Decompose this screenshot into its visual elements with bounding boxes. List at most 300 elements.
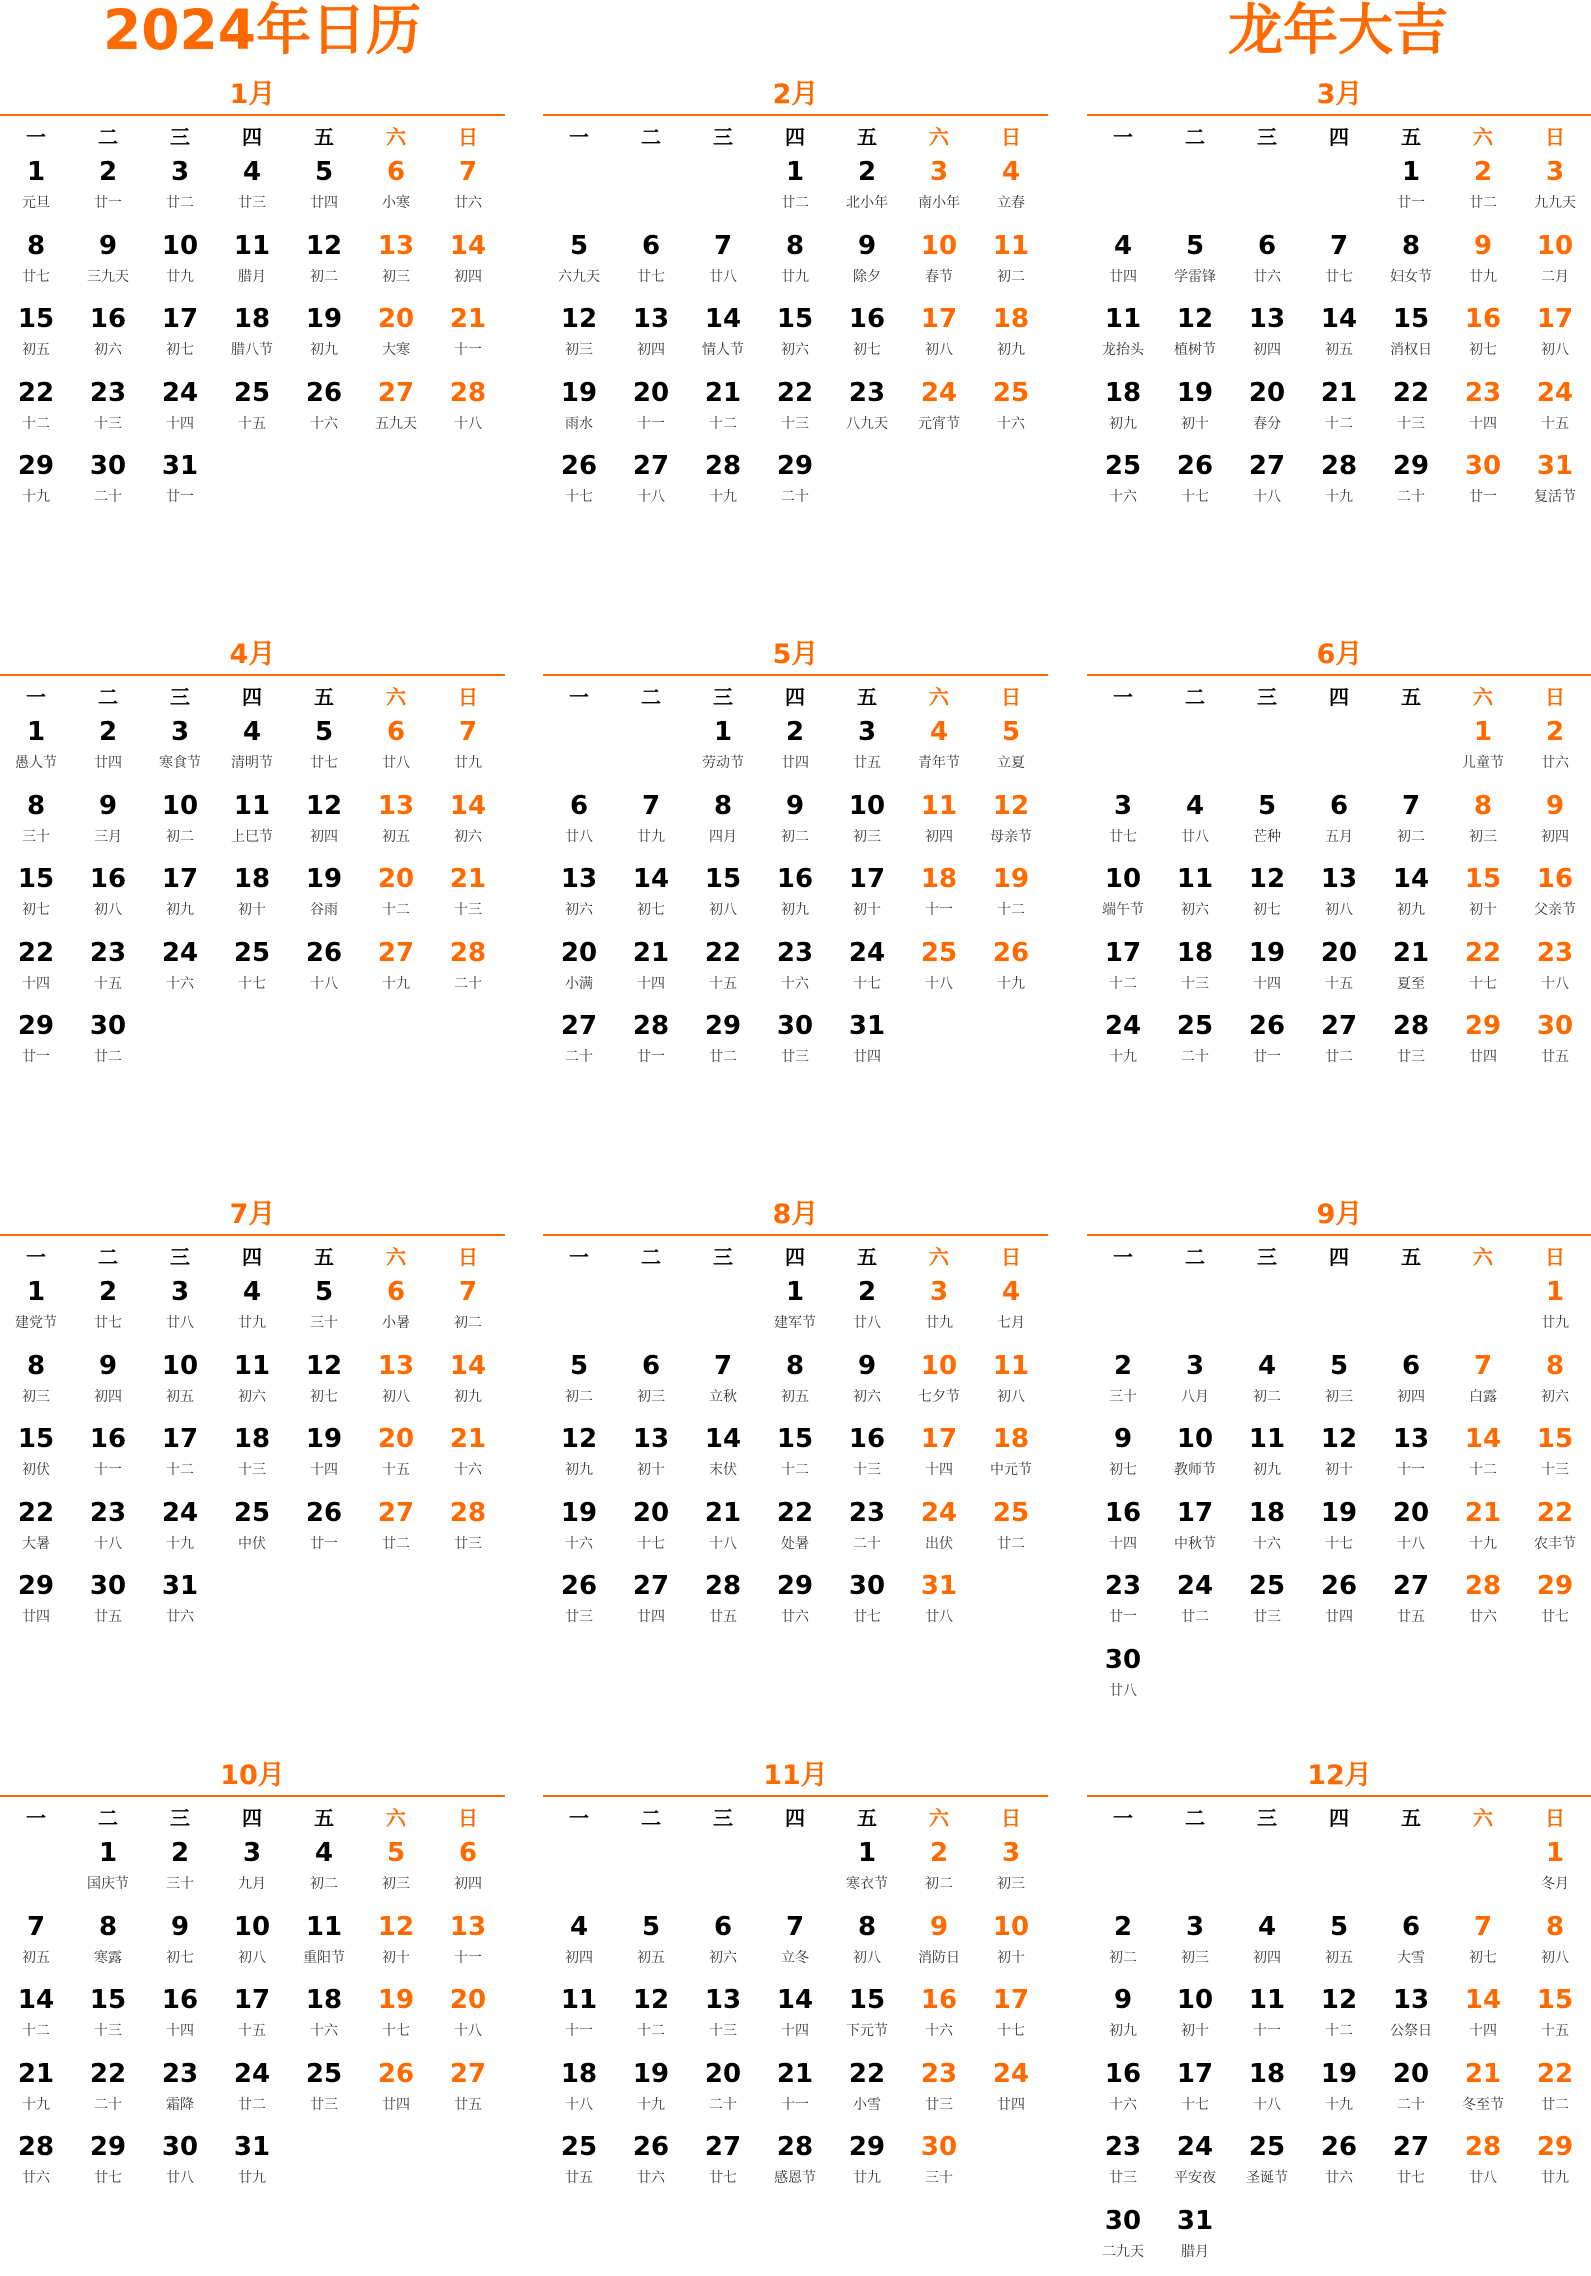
day-cell (759, 1495, 831, 1569)
day-number: 26 (288, 1495, 360, 1531)
weekday-label: 四 (216, 681, 288, 710)
day-number: 13 (615, 301, 687, 337)
day-number: 11 (975, 228, 1047, 264)
day-cell (360, 2056, 432, 2130)
day-cell (1231, 1008, 1303, 1082)
day-cell (1303, 2129, 1375, 2203)
weekday-label: 三 (144, 681, 216, 710)
day-number: 7 (432, 1274, 504, 1310)
day-grid (1087, 714, 1591, 1082)
lunar-date: 初五 (360, 827, 432, 847)
weekday-label: 三 (687, 121, 759, 150)
lunar-date: 廿四 (288, 193, 360, 213)
day-cell (759, 788, 831, 862)
day-number: 24 (903, 375, 975, 411)
day-number: 4 (1231, 1348, 1303, 1384)
day-cell (144, 788, 216, 862)
day-cell (0, 1008, 72, 1082)
day-number: 5 (615, 1909, 687, 1945)
lunar-date: 十七 (615, 1534, 687, 1554)
day-cell (1159, 1982, 1231, 2056)
lunar-date: 初三 (831, 827, 903, 847)
lunar-date: 十三 (432, 900, 504, 920)
day-number: 6 (1303, 788, 1375, 824)
day-cell (1519, 1835, 1591, 1909)
lunar-date: 大暑 (0, 1534, 72, 1554)
day-number: 13 (687, 1982, 759, 2018)
weekday-label: 六 (1447, 1802, 1519, 1831)
lunar-date: 腊月 (216, 267, 288, 287)
day-cell (360, 301, 432, 375)
day-cell (1159, 1909, 1231, 1983)
day-cell (0, 935, 72, 1009)
day-cell (1519, 1982, 1591, 2056)
day-number: 27 (1303, 1008, 1375, 1044)
day-number: 7 (759, 1909, 831, 1945)
day-number: 16 (831, 301, 903, 337)
day-cell (1231, 1982, 1303, 2056)
day-cell (975, 1982, 1047, 2056)
lunar-date: 十九 (0, 487, 72, 507)
day-cell (360, 154, 432, 228)
day-cell (615, 2056, 687, 2130)
lunar-date: 廿一 (144, 487, 216, 507)
day-grid (1087, 1274, 1591, 1715)
day-number: 11 (1231, 1982, 1303, 2018)
lunar-date: 重阳节 (288, 1948, 360, 1968)
weekday-header (1087, 1236, 1591, 1274)
day-number: 10 (1519, 228, 1591, 264)
day-number: 29 (1519, 1568, 1591, 1604)
day-number: 27 (1375, 1568, 1447, 1604)
day-number: 31 (216, 2129, 288, 2165)
day-cell (1159, 1495, 1231, 1569)
day-number: 13 (360, 788, 432, 824)
day-cell (216, 714, 288, 788)
day-number: 13 (360, 1348, 432, 1384)
lunar-date: 廿六 (615, 2168, 687, 2188)
weekday-header (0, 116, 505, 154)
lunar-date: 廿一 (1231, 1047, 1303, 1067)
day-cell (1375, 301, 1447, 375)
lunar-date: 十八 (543, 2095, 615, 2115)
day-number: 3 (1519, 154, 1591, 190)
lunar-date: 腊八节 (216, 340, 288, 360)
day-number: 11 (216, 228, 288, 264)
lunar-date: 初五 (1303, 340, 1375, 360)
lunar-date: 初七 (144, 1948, 216, 1968)
lunar-date: 立冬 (759, 1948, 831, 1968)
lunar-date: 元宵节 (903, 414, 975, 434)
lunar-date: 十九 (360, 974, 432, 994)
lunar-date: 中伏 (216, 1534, 288, 1554)
lunar-date: 初六 (1159, 900, 1231, 920)
day-number: 26 (1303, 2129, 1375, 2165)
day-number: 8 (687, 788, 759, 824)
day-cell (144, 1495, 216, 1569)
day-cell (1231, 448, 1303, 522)
day-number: 5 (1303, 1909, 1375, 1945)
day-cell (687, 1909, 759, 1983)
weekday-label: 四 (1303, 681, 1375, 710)
lunar-date: 廿八 (1159, 827, 1231, 847)
day-cell (1087, 228, 1159, 302)
day-number: 20 (360, 1421, 432, 1457)
day-cell (1303, 935, 1375, 1009)
day-number: 12 (1159, 301, 1231, 337)
day-cell (1231, 2056, 1303, 2130)
lunar-date: 初四 (432, 267, 504, 287)
weekday-label: 五 (831, 1241, 903, 1270)
month-title: 10月 (0, 1757, 505, 1795)
day-number: 19 (288, 1421, 360, 1457)
day-grid (0, 154, 505, 522)
lunar-date: 十五 (687, 974, 759, 994)
day-cell (903, 1421, 975, 1495)
weekday-label: 三 (1231, 1802, 1303, 1831)
day-number: 23 (72, 935, 144, 971)
day-number: 26 (543, 1568, 615, 1604)
day-cell (432, 1421, 504, 1495)
weekday-label: 一 (0, 681, 72, 710)
day-number: 19 (615, 2056, 687, 2092)
day-number: 16 (1519, 861, 1591, 897)
lunar-date: 廿七 (1519, 1607, 1591, 1627)
day-number: 23 (1087, 1568, 1159, 1604)
day-number: 28 (1447, 1568, 1519, 1604)
day-grid (543, 154, 1048, 522)
lunar-date: 廿九 (1519, 1313, 1591, 1333)
day-grid (0, 1274, 505, 1642)
lunar-date: 十三 (1159, 974, 1231, 994)
day-number: 15 (72, 1982, 144, 2018)
day-cell (1087, 301, 1159, 375)
weekday-label: 三 (1231, 1241, 1303, 1270)
day-cell (432, 2056, 504, 2130)
lunar-date: 廿二 (216, 2095, 288, 2115)
day-cell (975, 1348, 1047, 1422)
month-title: 11月 (543, 1757, 1048, 1795)
day-number: 25 (216, 1495, 288, 1531)
day-cell (759, 2056, 831, 2130)
day-cell (831, 1421, 903, 1495)
day-cell (1159, 2203, 1231, 2276)
lunar-date: 十五 (360, 1460, 432, 1480)
lunar-date: 初四 (1231, 1948, 1303, 1968)
lunar-date: 初十 (1303, 1460, 1375, 1480)
lunar-date: 十二 (360, 900, 432, 920)
lunar-date: 廿六 (144, 1607, 216, 1627)
day-cell (1303, 2056, 1375, 2130)
weekday-label: 五 (831, 121, 903, 150)
day-cell (903, 1274, 975, 1348)
lunar-date: 廿九 (831, 2168, 903, 2188)
day-cell (432, 375, 504, 449)
day-number: 20 (432, 1982, 504, 2018)
lunar-date: 九九天 (1519, 193, 1591, 213)
lunar-date: 廿二 (687, 1047, 759, 1067)
day-cell (216, 228, 288, 302)
lunar-date: 初七 (1087, 1460, 1159, 1480)
day-number: 2 (903, 1835, 975, 1871)
day-cell (831, 788, 903, 862)
day-cell (0, 714, 72, 788)
lunar-date: 十五 (216, 414, 288, 434)
day-number: 16 (903, 1982, 975, 2018)
day-number: 22 (0, 375, 72, 411)
day-number: 6 (1375, 1909, 1447, 1945)
day-number: 21 (432, 301, 504, 337)
lunar-date: 十七 (1159, 487, 1231, 507)
day-number: 17 (1519, 301, 1591, 337)
day-cell (216, 1274, 288, 1348)
lunar-date: 初七 (1231, 900, 1303, 920)
calendar-slogan: 龙年大吉 (1228, 0, 1448, 60)
day-number: 5 (288, 154, 360, 190)
day-number: 14 (0, 1982, 72, 2018)
day-cell (1375, 1348, 1447, 1422)
day-number: 23 (1087, 2129, 1159, 2165)
day-cell (615, 2129, 687, 2203)
weekday-header (543, 676, 1048, 714)
lunar-date: 处暑 (759, 1534, 831, 1554)
lunar-date: 青年节 (903, 753, 975, 773)
day-cell (1159, 301, 1231, 375)
day-number: 13 (360, 228, 432, 264)
day-number: 20 (1303, 935, 1375, 971)
day-cell (1159, 1421, 1231, 1495)
day-cell (903, 301, 975, 375)
day-number: 28 (1447, 2129, 1519, 2165)
day-cell (1447, 1348, 1519, 1422)
day-number: 12 (288, 1348, 360, 1384)
weekday-label: 六 (1447, 1241, 1519, 1270)
lunar-date: 廿三 (1087, 2168, 1159, 2188)
lunar-date: 十五 (1519, 2021, 1591, 2041)
lunar-date: 端午节 (1087, 900, 1159, 920)
day-cell (1447, 861, 1519, 935)
lunar-date: 二十 (687, 2095, 759, 2115)
lunar-date: 劳动节 (687, 753, 759, 773)
day-cell (615, 1982, 687, 2056)
day-number: 12 (543, 301, 615, 337)
lunar-date: 十八 (1519, 974, 1591, 994)
day-number: 22 (72, 2056, 144, 2092)
day-number: 3 (831, 714, 903, 750)
day-cell (975, 714, 1047, 788)
day-number: 29 (0, 1008, 72, 1044)
lunar-date: 廿三 (759, 1047, 831, 1067)
day-number: 1 (1447, 714, 1519, 750)
month-9 (1087, 1196, 1591, 1701)
day-number: 25 (975, 1495, 1047, 1531)
day-number: 30 (72, 448, 144, 484)
day-number: 1 (72, 1835, 144, 1871)
lunar-date: 初二 (288, 267, 360, 287)
day-cell (975, 861, 1047, 935)
day-number: 9 (72, 228, 144, 264)
lunar-date: 廿二 (1447, 193, 1519, 213)
lunar-date: 十六 (975, 414, 1047, 434)
lunar-date: 初十 (1447, 900, 1519, 920)
lunar-date: 廿五 (831, 753, 903, 773)
day-cell (0, 301, 72, 375)
day-cell (1159, 228, 1231, 302)
day-cell (432, 1909, 504, 1983)
day-cell (543, 1568, 615, 1642)
weekday-label: 日 (1519, 121, 1591, 150)
lunar-date: 廿四 (360, 2095, 432, 2115)
lunar-date: 初九 (759, 900, 831, 920)
day-number: 18 (1159, 935, 1231, 971)
weekday-label: 六 (903, 681, 975, 710)
day-cell (0, 154, 72, 228)
day-cell (1519, 1495, 1591, 1569)
day-cell (1159, 788, 1231, 862)
day-cell (687, 1982, 759, 2056)
weekday-label: 一 (543, 1802, 615, 1831)
day-cell (432, 861, 504, 935)
day-cell (1519, 2129, 1591, 2203)
lunar-date: 十四 (144, 414, 216, 434)
lunar-date: 三十 (903, 2168, 975, 2188)
weekday-label: 二 (615, 121, 687, 150)
day-cell (1375, 935, 1447, 1009)
lunar-date: 十三 (72, 414, 144, 434)
day-number: 4 (975, 1274, 1047, 1310)
day-number: 30 (1447, 448, 1519, 484)
day-number: 22 (0, 935, 72, 971)
day-cell (288, 788, 360, 862)
lunar-date: 初二 (759, 827, 831, 847)
lunar-date: 十六 (288, 414, 360, 434)
day-number: 24 (903, 1495, 975, 1531)
weekday-label: 六 (1447, 121, 1519, 150)
weekday-header (1087, 1797, 1591, 1835)
lunar-date: 植树节 (1159, 340, 1231, 360)
day-cell (831, 1274, 903, 1348)
lunar-date: 十二 (144, 1460, 216, 1480)
lunar-date: 廿九 (1447, 267, 1519, 287)
lunar-date: 情人节 (687, 340, 759, 360)
day-number: 8 (759, 228, 831, 264)
day-number: 2 (1087, 1348, 1159, 1384)
day-number: 20 (1375, 1495, 1447, 1531)
day-number: 26 (288, 375, 360, 411)
day-number: 5 (288, 714, 360, 750)
day-number: 17 (216, 1982, 288, 2018)
lunar-date: 廿二 (72, 1047, 144, 1067)
day-number: 28 (687, 1568, 759, 1604)
lunar-date: 十三 (831, 1460, 903, 1480)
lunar-date: 初四 (1519, 827, 1591, 847)
day-number: 11 (216, 788, 288, 824)
lunar-date: 公祭日 (1375, 2021, 1447, 2041)
lunar-date: 北小年 (831, 193, 903, 213)
day-cell (1447, 1008, 1519, 1082)
day-cell (1231, 1495, 1303, 1569)
weekday-label: 六 (360, 1241, 432, 1270)
lunar-date: 中元节 (975, 1460, 1047, 1480)
day-number: 19 (360, 1982, 432, 2018)
lunar-date: 廿八 (903, 1607, 975, 1627)
lunar-date: 春分 (1231, 414, 1303, 434)
day-cell (1375, 861, 1447, 935)
lunar-date: 十九 (1087, 1047, 1159, 1067)
lunar-date: 十八 (687, 1534, 759, 1554)
lunar-date: 初四 (543, 1948, 615, 1968)
lunar-date: 初五 (0, 1948, 72, 1968)
lunar-date: 初六 (432, 827, 504, 847)
day-grid (0, 714, 505, 1082)
lunar-date: 廿一 (1087, 1607, 1159, 1627)
day-number: 30 (903, 2129, 975, 2165)
day-number: 2 (1087, 1909, 1159, 1945)
day-number: 16 (1447, 301, 1519, 337)
lunar-date: 廿二 (1159, 1607, 1231, 1627)
weekday-label: 四 (216, 121, 288, 150)
day-number: 19 (975, 861, 1047, 897)
day-number: 25 (216, 375, 288, 411)
day-cell (1303, 1909, 1375, 1983)
day-number: 30 (144, 2129, 216, 2165)
lunar-date: 廿三 (1375, 1047, 1447, 1067)
weekday-header (0, 1797, 505, 1835)
day-cell (687, 1348, 759, 1422)
day-number: 7 (1447, 1348, 1519, 1384)
day-cell (144, 1982, 216, 2056)
day-cell (216, 2129, 288, 2203)
lunar-date: 霜降 (144, 2095, 216, 2115)
day-number: 1 (1519, 1835, 1591, 1871)
day-cell (432, 1348, 504, 1422)
lunar-date: 九月 (216, 1874, 288, 1894)
day-cell (615, 301, 687, 375)
lunar-date: 感恩节 (759, 2168, 831, 2188)
day-number: 18 (1231, 2056, 1303, 2092)
lunar-date: 十六 (432, 1460, 504, 1480)
day-number: 23 (831, 1495, 903, 1531)
day-cell (1519, 1274, 1591, 1348)
weekday-label: 四 (759, 1241, 831, 1270)
day-number: 1 (759, 154, 831, 190)
day-number: 28 (432, 935, 504, 971)
day-number: 15 (1519, 1982, 1591, 2018)
day-cell (1375, 1982, 1447, 2056)
month-6 (1087, 636, 1591, 1141)
weekday-label: 五 (831, 1802, 903, 1831)
day-cell (1231, 861, 1303, 935)
day-number: 6 (687, 1909, 759, 1945)
day-number: 29 (0, 1568, 72, 1604)
lunar-date: 十八 (1231, 2095, 1303, 2115)
day-number: 21 (1375, 935, 1447, 971)
lunar-date: 初七 (144, 340, 216, 360)
month-7 (0, 1196, 505, 1701)
day-number: 29 (687, 1008, 759, 1044)
day-number: 18 (543, 2056, 615, 2092)
lunar-date: 十六 (759, 974, 831, 994)
day-cell (687, 788, 759, 862)
day-cell (216, 1495, 288, 1569)
day-cell (288, 1421, 360, 1495)
lunar-date: 初十 (975, 1948, 1047, 1968)
day-number: 14 (432, 788, 504, 824)
day-number: 24 (1159, 2129, 1231, 2165)
month-title: 3月 (1087, 76, 1591, 114)
day-cell (903, 154, 975, 228)
lunar-date: 廿八 (144, 2168, 216, 2188)
